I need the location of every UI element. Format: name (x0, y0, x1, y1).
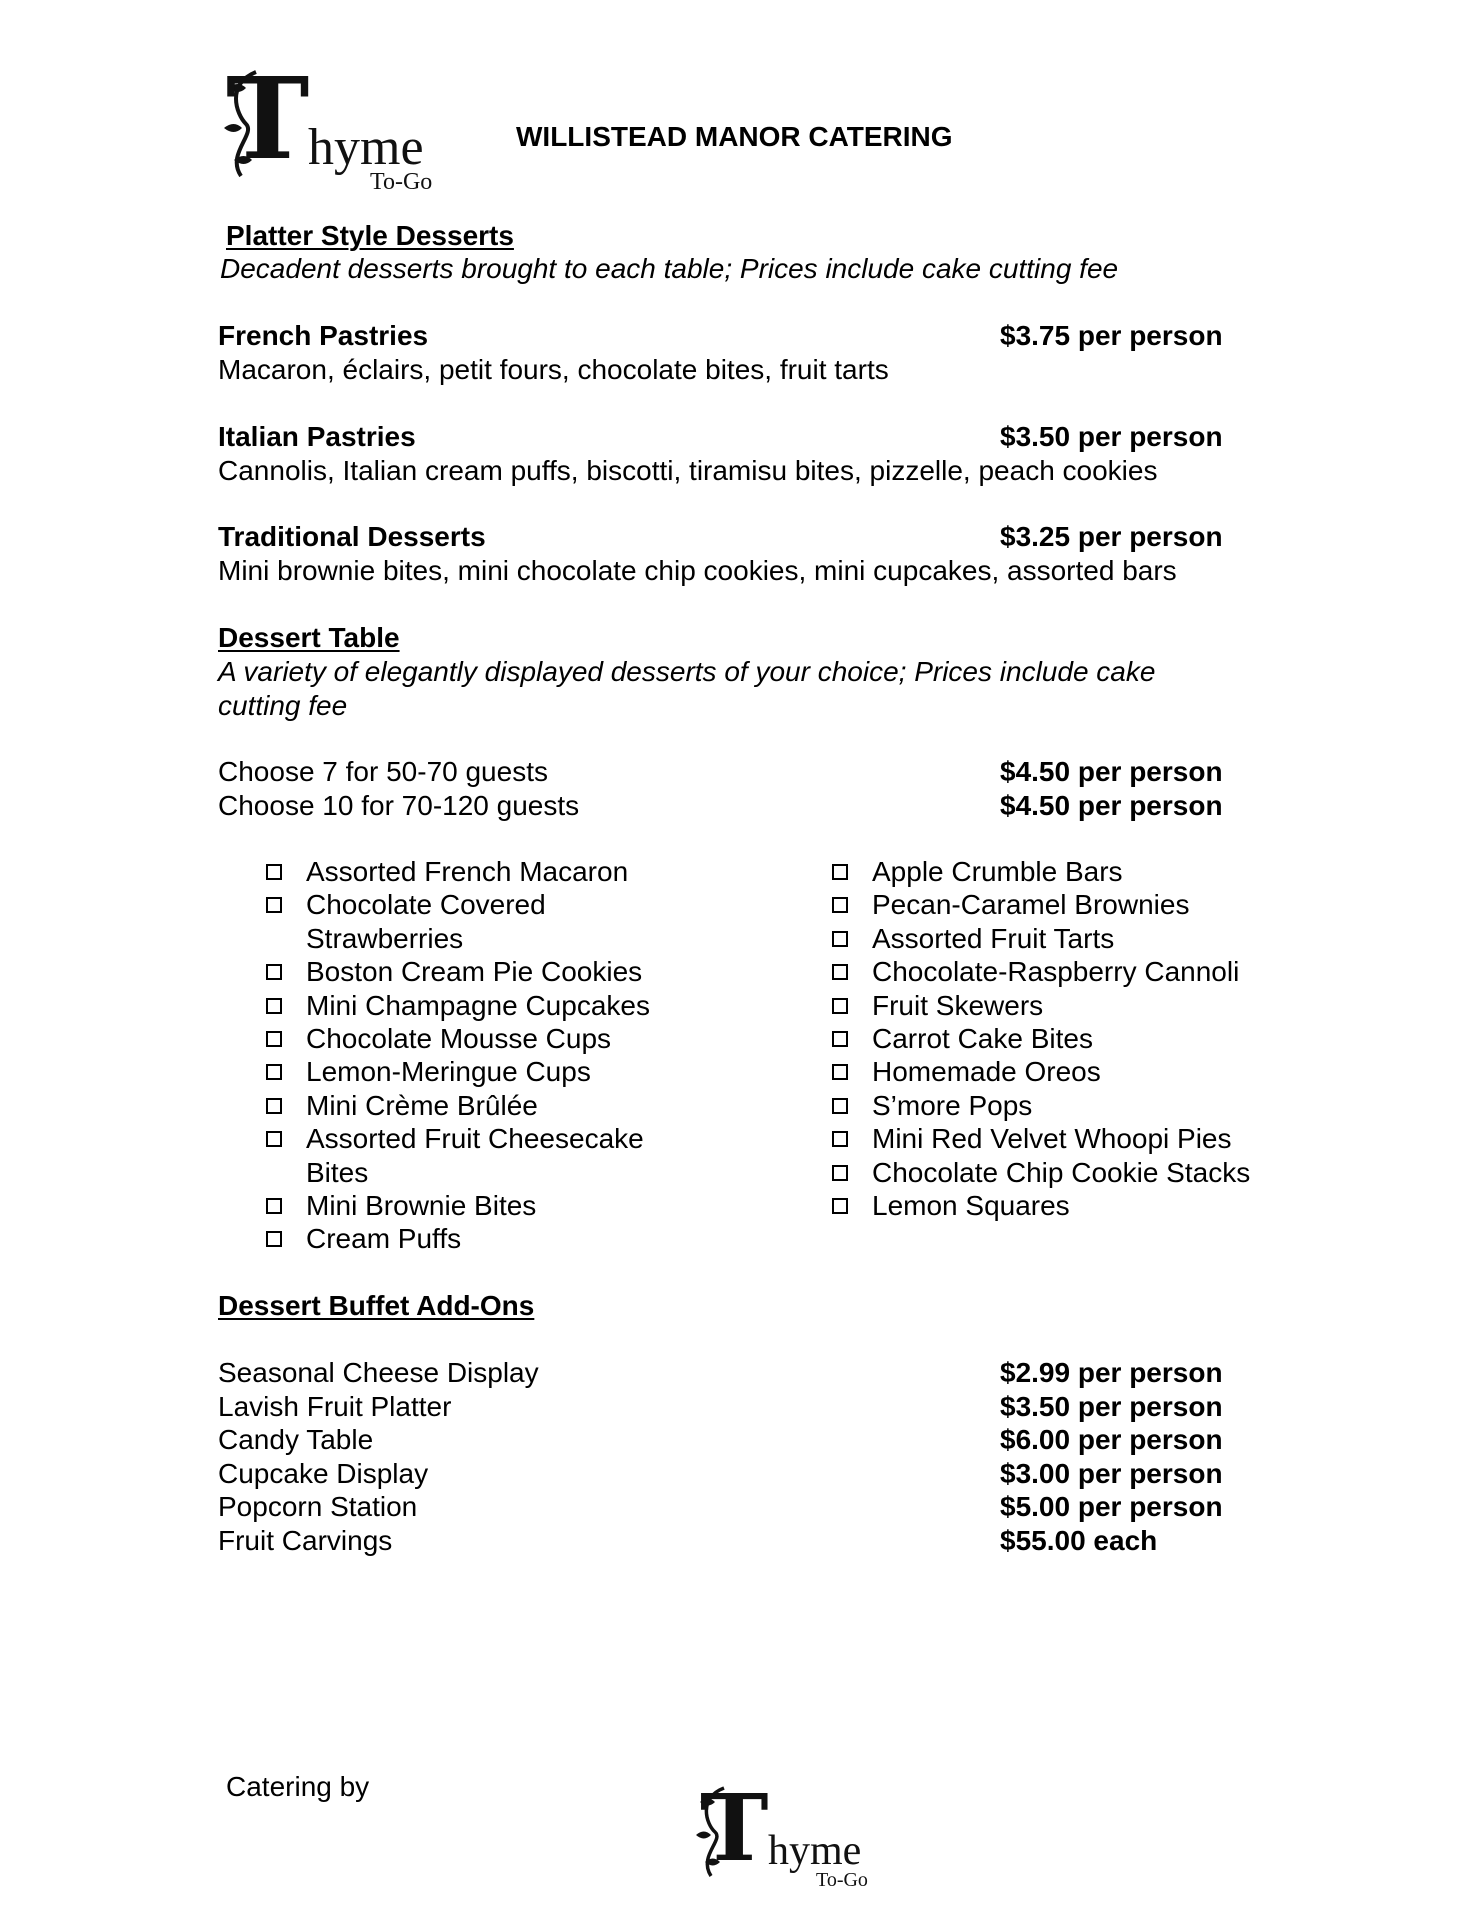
dessert-checklist-item (830, 1122, 1350, 1155)
logo-word: hyme (308, 119, 424, 176)
logo-letter: T (226, 54, 310, 185)
checkbox-icon[interactable] (832, 931, 848, 947)
item-price: $3.25 per person (1000, 521, 1223, 552)
checkbox-icon[interactable] (832, 1198, 848, 1214)
checklist-label: Apple Crumble Bars (872, 856, 1123, 887)
addon-name: Seasonal Cheese Display (218, 1357, 539, 1388)
dessert-checklist-item (830, 888, 1350, 921)
dessert-checklist-item (830, 855, 1350, 888)
item-name: Traditional Desserts (218, 521, 486, 552)
checkbox-icon[interactable] (832, 897, 848, 913)
dessert-checklist-item (264, 1089, 724, 1122)
addon-price: $3.50 per person (1000, 1391, 1223, 1422)
logo-subtitle: To-Go (816, 1869, 868, 1891)
dessert-checklist-item (830, 1022, 1350, 1055)
option-label: Choose 10 for 70-120 guests (218, 790, 580, 821)
item-name: Italian Pastries (218, 421, 416, 452)
option-price: $4.50 per person (1000, 790, 1223, 821)
item-price: $3.75 per person (1000, 320, 1223, 351)
logo-word: hyme (768, 1828, 862, 1874)
dessert-checklist-item (264, 855, 724, 888)
platter-heading: Platter Style Desserts (226, 220, 514, 251)
checkbox-icon[interactable] (266, 1231, 282, 1247)
checkbox-icon[interactable] (266, 1031, 282, 1047)
addon-price: $3.00 per person (1000, 1458, 1223, 1489)
checklist-label: Lemon Squares (872, 1190, 1070, 1222)
dessert-checklist-item (264, 1022, 724, 1055)
dessert-checklist-item (264, 1189, 724, 1222)
addon-price: $2.99 per person (1000, 1357, 1223, 1388)
checklist-label: Chocolate Mousse Cups (306, 1023, 612, 1055)
checkbox-icon[interactable] (266, 964, 282, 980)
checkbox-icon[interactable] (266, 1131, 282, 1147)
checklist-label: Assorted Fruit Tarts (872, 922, 1115, 954)
checkbox-icon[interactable] (266, 998, 282, 1014)
dessert-checklist-item (264, 1055, 724, 1088)
addon-name: Candy Table (218, 1424, 374, 1455)
addon-name: Fruit Carvings (218, 1525, 393, 1556)
footer-logo (688, 1774, 888, 1891)
checkbox-icon[interactable] (832, 998, 848, 1014)
page-title: WILLISTEAD MANOR CATERING (516, 121, 953, 152)
item-name: French Pastries (218, 320, 429, 351)
dessert-checklist-right (830, 855, 1350, 1222)
checkbox-icon[interactable] (832, 1165, 848, 1181)
item-description: Mini brownie bites, mini chocolate chip cookies, mini cupcakes, assorted bars (218, 555, 1177, 586)
checkbox-icon[interactable] (832, 1031, 848, 1047)
logo-subtitle: To-Go (370, 169, 433, 195)
catering-by-label: Catering by (226, 1771, 370, 1802)
dessert-checklist-item (264, 1122, 724, 1189)
platter-subtitle: Decadent desserts brought to each table; Prices include cake cutting fee (220, 253, 1119, 284)
checklist-label: Mini Red Velvet Whoopi Pies (872, 1123, 1232, 1155)
checklist-label: Carrot Cake Bites (872, 1023, 1093, 1055)
checklist-label: Boston Cream Pie Cookies (306, 956, 643, 988)
dessert-checklist-item (830, 989, 1350, 1022)
dessert-checklist-item (830, 922, 1350, 955)
option-price: $4.50 per person (1000, 756, 1223, 787)
checkbox-icon[interactable] (266, 1198, 282, 1214)
checklist-label: Assorted Fruit Cheesecake Bites (306, 1123, 644, 1188)
logo-letter: T (700, 1774, 769, 1882)
addon-price: $55.00 each (1000, 1525, 1158, 1556)
checklist-label: Chocolate-Raspberry Cannoli (872, 956, 1240, 988)
dessert-checklist-item (264, 955, 724, 988)
addons-heading: Dessert Buffet Add-Ons (218, 1290, 535, 1321)
checklist-label: Lemon-Meringue Cups (306, 1056, 591, 1088)
dessert-table-subtitle: A variety of elegantly displayed desserts of your choice; Prices include cake (218, 656, 1156, 687)
checkbox-icon[interactable] (832, 864, 848, 880)
checklist-label: Mini Crème Brûlée (306, 1089, 538, 1121)
checkbox-icon[interactable] (832, 1098, 848, 1114)
item-price: $3.50 per person (1000, 421, 1223, 452)
checklist-label: Chocolate Chip Cookie Stacks (872, 1156, 1251, 1188)
dessert-checklist-item (830, 1055, 1350, 1088)
dessert-checklist-item (830, 1089, 1350, 1122)
dessert-checklist-item (830, 1156, 1350, 1189)
checklist-label: Chocolate Covered Strawberries (306, 889, 546, 954)
checkbox-icon[interactable] (266, 864, 282, 880)
dessert-checklist-item (264, 989, 724, 1022)
addon-name: Cupcake Display (218, 1458, 429, 1489)
header-logo (212, 54, 452, 195)
checklist-label: Fruit Skewers (872, 989, 1044, 1021)
checklist-label: Cream Puffs (306, 1223, 462, 1255)
checkbox-icon[interactable] (266, 897, 282, 913)
addon-price: $5.00 per person (1000, 1491, 1223, 1522)
addon-price: $6.00 per person (1000, 1424, 1223, 1455)
checklist-label: Assorted French Macaron (306, 856, 629, 887)
checklist-label: Mini Brownie Bites (306, 1190, 537, 1222)
dessert-checklist-item (264, 888, 724, 955)
option-label: Choose 7 for 50-70 guests (218, 756, 548, 787)
item-description: Cannolis, Italian cream puffs, biscotti, tiramisu bites, pizzelle, peach cookies (218, 455, 1158, 486)
checklist-label: Mini Champagne Cupcakes (306, 989, 650, 1021)
dessert-checklist-item (830, 955, 1350, 988)
checkbox-icon[interactable] (832, 1131, 848, 1147)
dessert-checklist-left (264, 855, 724, 1256)
item-description: Macaron, éclairs, petit fours, chocolate bites, fruit tarts (218, 354, 889, 385)
dessert-checklist-item (264, 1222, 724, 1255)
checklist-label: Homemade Oreos (872, 1056, 1101, 1088)
dessert-table-heading: Dessert Table (218, 622, 400, 653)
addon-name: Popcorn Station (218, 1491, 418, 1522)
checkbox-icon[interactable] (266, 1064, 282, 1080)
checklist-label: Pecan-Caramel Brownies (872, 889, 1190, 921)
checklist-label: S’more Pops (872, 1089, 1033, 1121)
checkbox-icon[interactable] (832, 964, 848, 980)
dessert-checklist-item (830, 1189, 1350, 1222)
dessert-table-subtitle-cont: cutting fee (218, 690, 348, 721)
checkbox-icon[interactable] (266, 1098, 282, 1114)
addon-name: Lavish Fruit Platter (218, 1391, 452, 1422)
checkbox-icon[interactable] (832, 1064, 848, 1080)
